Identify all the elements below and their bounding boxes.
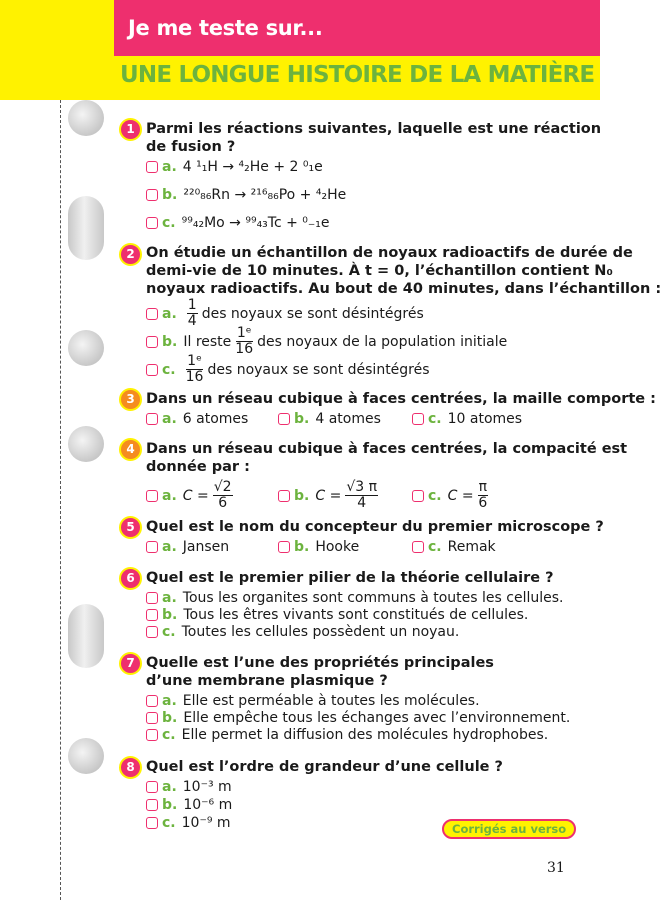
checkbox-icon[interactable] <box>146 217 158 229</box>
q3-option-c[interactable]: c. 10 atomes <box>412 410 522 428</box>
q7-option-c[interactable]: c. Elle permet la diffusion des molécules hydrophobes. <box>146 726 548 744</box>
binder-hole <box>68 426 104 462</box>
q2-option-b[interactable]: b. Il reste $\frac{\text{1ᵉ}}{16}$ des noyaux de la population initiale <box>146 326 507 357</box>
checkbox-icon[interactable] <box>146 161 158 173</box>
q5-option-c[interactable]: c. Remak <box>412 538 496 556</box>
checkbox-icon[interactable] <box>146 592 158 604</box>
checkbox-icon[interactable] <box>146 609 158 621</box>
cut-line <box>60 100 61 900</box>
question-number-1: 1 <box>119 118 142 141</box>
q6-option-b[interactable]: b. Tous les êtres vivants sont constitués de cellules. <box>146 606 528 624</box>
question-4-text: Dans un réseau cubique à faces centrées, la compacité est donnée par : <box>146 441 628 475</box>
checkbox-icon[interactable] <box>146 364 158 376</box>
checkbox-icon[interactable] <box>412 413 424 425</box>
q6-option-c[interactable]: c. Toutes les cellules possèdent un noyau. <box>146 623 459 641</box>
kicker-text: Je me teste sur... <box>128 16 323 40</box>
question-number-7: 7 <box>119 652 142 675</box>
checkbox-icon[interactable] <box>146 308 158 320</box>
q8-option-c[interactable]: c. 10⁻⁹ m <box>146 814 231 832</box>
binder-slot <box>68 196 104 260</box>
question-5-text: Quel est le nom du concepteur du premier microscope ? <box>146 519 604 535</box>
binder-slot <box>68 604 104 668</box>
checkbox-icon[interactable] <box>146 729 158 741</box>
q7-option-a[interactable]: a. Elle est perméable à toutes les molécules. <box>146 692 480 710</box>
checkbox-icon[interactable] <box>412 541 424 553</box>
question-number-5: 5 <box>119 516 142 539</box>
q2-option-a[interactable]: a. $\frac{1}{4}$ des noyaux se sont désintégrés <box>146 298 424 329</box>
q3-option-a[interactable]: a. 6 atomes <box>146 410 248 428</box>
question-number-6: 6 <box>119 567 142 590</box>
q8-option-b[interactable]: b. 10⁻⁶ m <box>146 796 232 814</box>
binder-hole <box>68 330 104 366</box>
checkbox-icon[interactable] <box>146 541 158 553</box>
question-number-4: 4 <box>119 438 142 461</box>
q5-option-b[interactable]: b. Hooke <box>278 538 359 556</box>
question-number-2: 2 <box>119 243 142 266</box>
checkbox-icon[interactable] <box>278 413 290 425</box>
checkbox-icon[interactable] <box>146 336 158 348</box>
question-number-3: 3 <box>119 388 142 411</box>
question-7-text: Quelle est l’une des propriétés principales d’une membrane plasmique ? <box>146 655 494 689</box>
checkbox-icon[interactable] <box>146 712 158 724</box>
checkbox-icon[interactable] <box>146 781 158 793</box>
question-8-text: Quel est l’ordre de grandeur d’une cellule ? <box>146 759 503 775</box>
question-3-text: Dans un réseau cubique à faces centrées, la maille comporte : <box>146 391 656 407</box>
checkbox-icon[interactable] <box>146 817 158 829</box>
q1-option-b[interactable]: b. ²²⁰₈₆Rn → ²¹⁶₈₆Po + ⁴₂He <box>146 186 346 204</box>
binder-hole <box>68 100 104 136</box>
q7-option-b[interactable]: b. Elle empêche tous les échanges avec l’environnement. <box>146 709 570 727</box>
q6-option-a[interactable]: a. Tous les organites sont communs à toutes les cellules. <box>146 589 563 607</box>
question-6-text: Quel est le premier pilier de la théorie cellulaire ? <box>146 570 554 586</box>
q4-option-b[interactable]: b. C = $\frac{√3 \pi}{4}$ <box>278 480 382 511</box>
q3-option-b[interactable]: b. 4 atomes <box>278 410 381 428</box>
q1-option-c[interactable]: c. ⁹⁹₄₂Mo → ⁹⁹₄₃Tc + ⁰₋₁e <box>146 214 330 232</box>
q4-option-c[interactable]: c. C = $\frac{\pi}{6}$ <box>412 480 492 511</box>
binder-hole <box>68 738 104 774</box>
question-2-text: On étudie un échantillon de noyaux radioactifs de durée de demi-vie de 10 minutes. À t = 0, l’échantillon contient N₀ noyaux radioactifs. Au bout de 40 minutes, dans l’échantillon : <box>146 245 661 297</box>
q8-option-a[interactable]: a. 10⁻³ m <box>146 778 232 796</box>
checkbox-icon[interactable] <box>146 189 158 201</box>
corriges-badge[interactable]: Corrigés au verso <box>442 819 576 839</box>
checkbox-icon[interactable] <box>278 490 290 502</box>
question-1-text: Parmi les réactions suivantes, laquelle est une réaction de fusion ? <box>146 121 602 155</box>
page-number: 31 <box>547 860 565 876</box>
checkbox-icon[interactable] <box>146 626 158 638</box>
q1-option-a[interactable]: a. 4 ¹₁H → ⁴₂He + 2 ⁰₁e <box>146 158 323 176</box>
page-title: UNE LONGUE HISTOIRE DE LA MATIÈRE <box>120 62 595 88</box>
question-number-8: 8 <box>119 756 142 779</box>
q4-option-a[interactable]: a. C = $\frac{√2}{6}$ <box>146 480 237 511</box>
q5-option-a[interactable]: a. Jansen <box>146 538 229 556</box>
checkbox-icon[interactable] <box>146 695 158 707</box>
q2-option-c[interactable]: c. $\frac{\text{1ᵉ}}{16}$ des noyaux se sont désintégrés <box>146 354 430 385</box>
checkbox-icon[interactable] <box>146 799 158 811</box>
checkbox-icon[interactable] <box>146 490 158 502</box>
checkbox-icon[interactable] <box>412 490 424 502</box>
checkbox-icon[interactable] <box>278 541 290 553</box>
checkbox-icon[interactable] <box>146 413 158 425</box>
